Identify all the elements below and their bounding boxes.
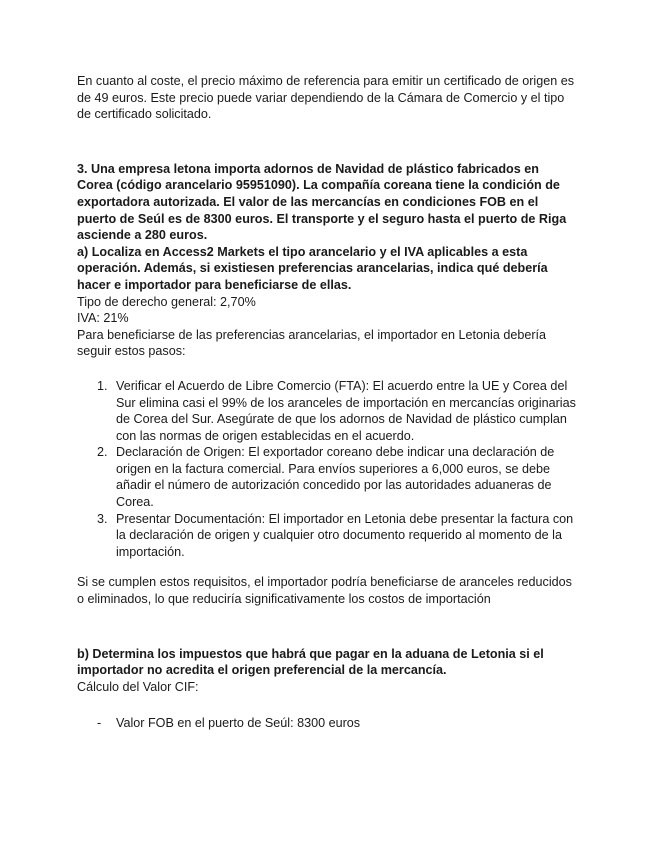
document-page xyxy=(77,73,577,732)
list-item-text: Declaración de Origen: El exportador coreano debe indicar una declaración de origen en la factura comercial. Para envíos superiores a 6,000 euros, se debe añadir el número de autorización concedido por las autoridades aduaneras de Corea. xyxy=(116,445,555,510)
cif-title: Cálculo del Valor CIF: xyxy=(77,679,199,694)
list-number: 1. xyxy=(97,378,108,393)
list-item-text: Valor FOB en el puerto de Seúl: 8300 euros xyxy=(116,716,361,731)
intro-paragraph: En cuanto al coste, el precio máximo de referencia para emitir un certificado de origen es de 49 euros. Este precio puede variar dependiendo de la Cámara de Comercio y el tipo de certificado solicitado. xyxy=(77,74,575,122)
list-item xyxy=(77,715,577,732)
vat-rate: IVA: 21% xyxy=(77,311,129,326)
question-3b: b) Determina los impuestos que habrá que pagar en la aduana de Letonia si el importador no acredita el origen preferencial de la mercancía. xyxy=(77,646,544,678)
tariff-rate: Tipo de derecho general: 2,70% xyxy=(77,294,256,309)
conclusion-paragraph: Si se cumplen estos requisitos, el importador podría beneficiarse de aranceles reducidos o eliminados, lo que reduciría significativamente los costos de importación xyxy=(77,575,572,607)
list-item xyxy=(77,511,577,561)
steps-list xyxy=(77,378,577,561)
cif-list xyxy=(77,715,577,732)
dash-bullet: - xyxy=(97,716,102,731)
question-3-statement: 3. Una empresa letona importa adornos de Navidad de plástico fabricados en Corea (código arancelario 95951090). La compañía coreana tiene la condición de exportadora autorizada. El valor de las mercancías en condiciones FOB en el puerto de Seúl es de 8300 euros. El transporte y el seguro hasta el puerto de Riga asciende a 280 euros. xyxy=(77,161,567,243)
list-number: 3. xyxy=(97,511,108,526)
steps-intro: Para beneficiarse de las preferencias arancelarias, el importador en Letonia debería seguir estos pasos: xyxy=(77,327,547,359)
list-item-text: Presentar Documentación: El importador en Letonia debe presentar la factura con la declaración de origen y cualquier otro documento requerido al momento de la importación. xyxy=(116,511,574,559)
question-3a: a) Localiza en Access2 Markets el tipo arancelario y el IVA aplicables a esta operación. Además, si existiesen preferencias arancelarias, indica qué debería hacer e importador para beneficiarse de ellas. xyxy=(77,244,548,292)
list-number: 2. xyxy=(97,445,108,460)
list-item xyxy=(77,378,577,444)
list-item xyxy=(77,444,577,510)
list-item-text: Verificar el Acuerdo de Libre Comercio (FTA): El acuerdo entre la UE y Corea del Sur elimina casi el 99% de los aranceles de importación en mercancías originarias de Corea del Sur. Asegúrate de que los adornos de Navidad de plástico cumplan con las normas de origen establecidas en el acuerdo. xyxy=(116,378,576,443)
